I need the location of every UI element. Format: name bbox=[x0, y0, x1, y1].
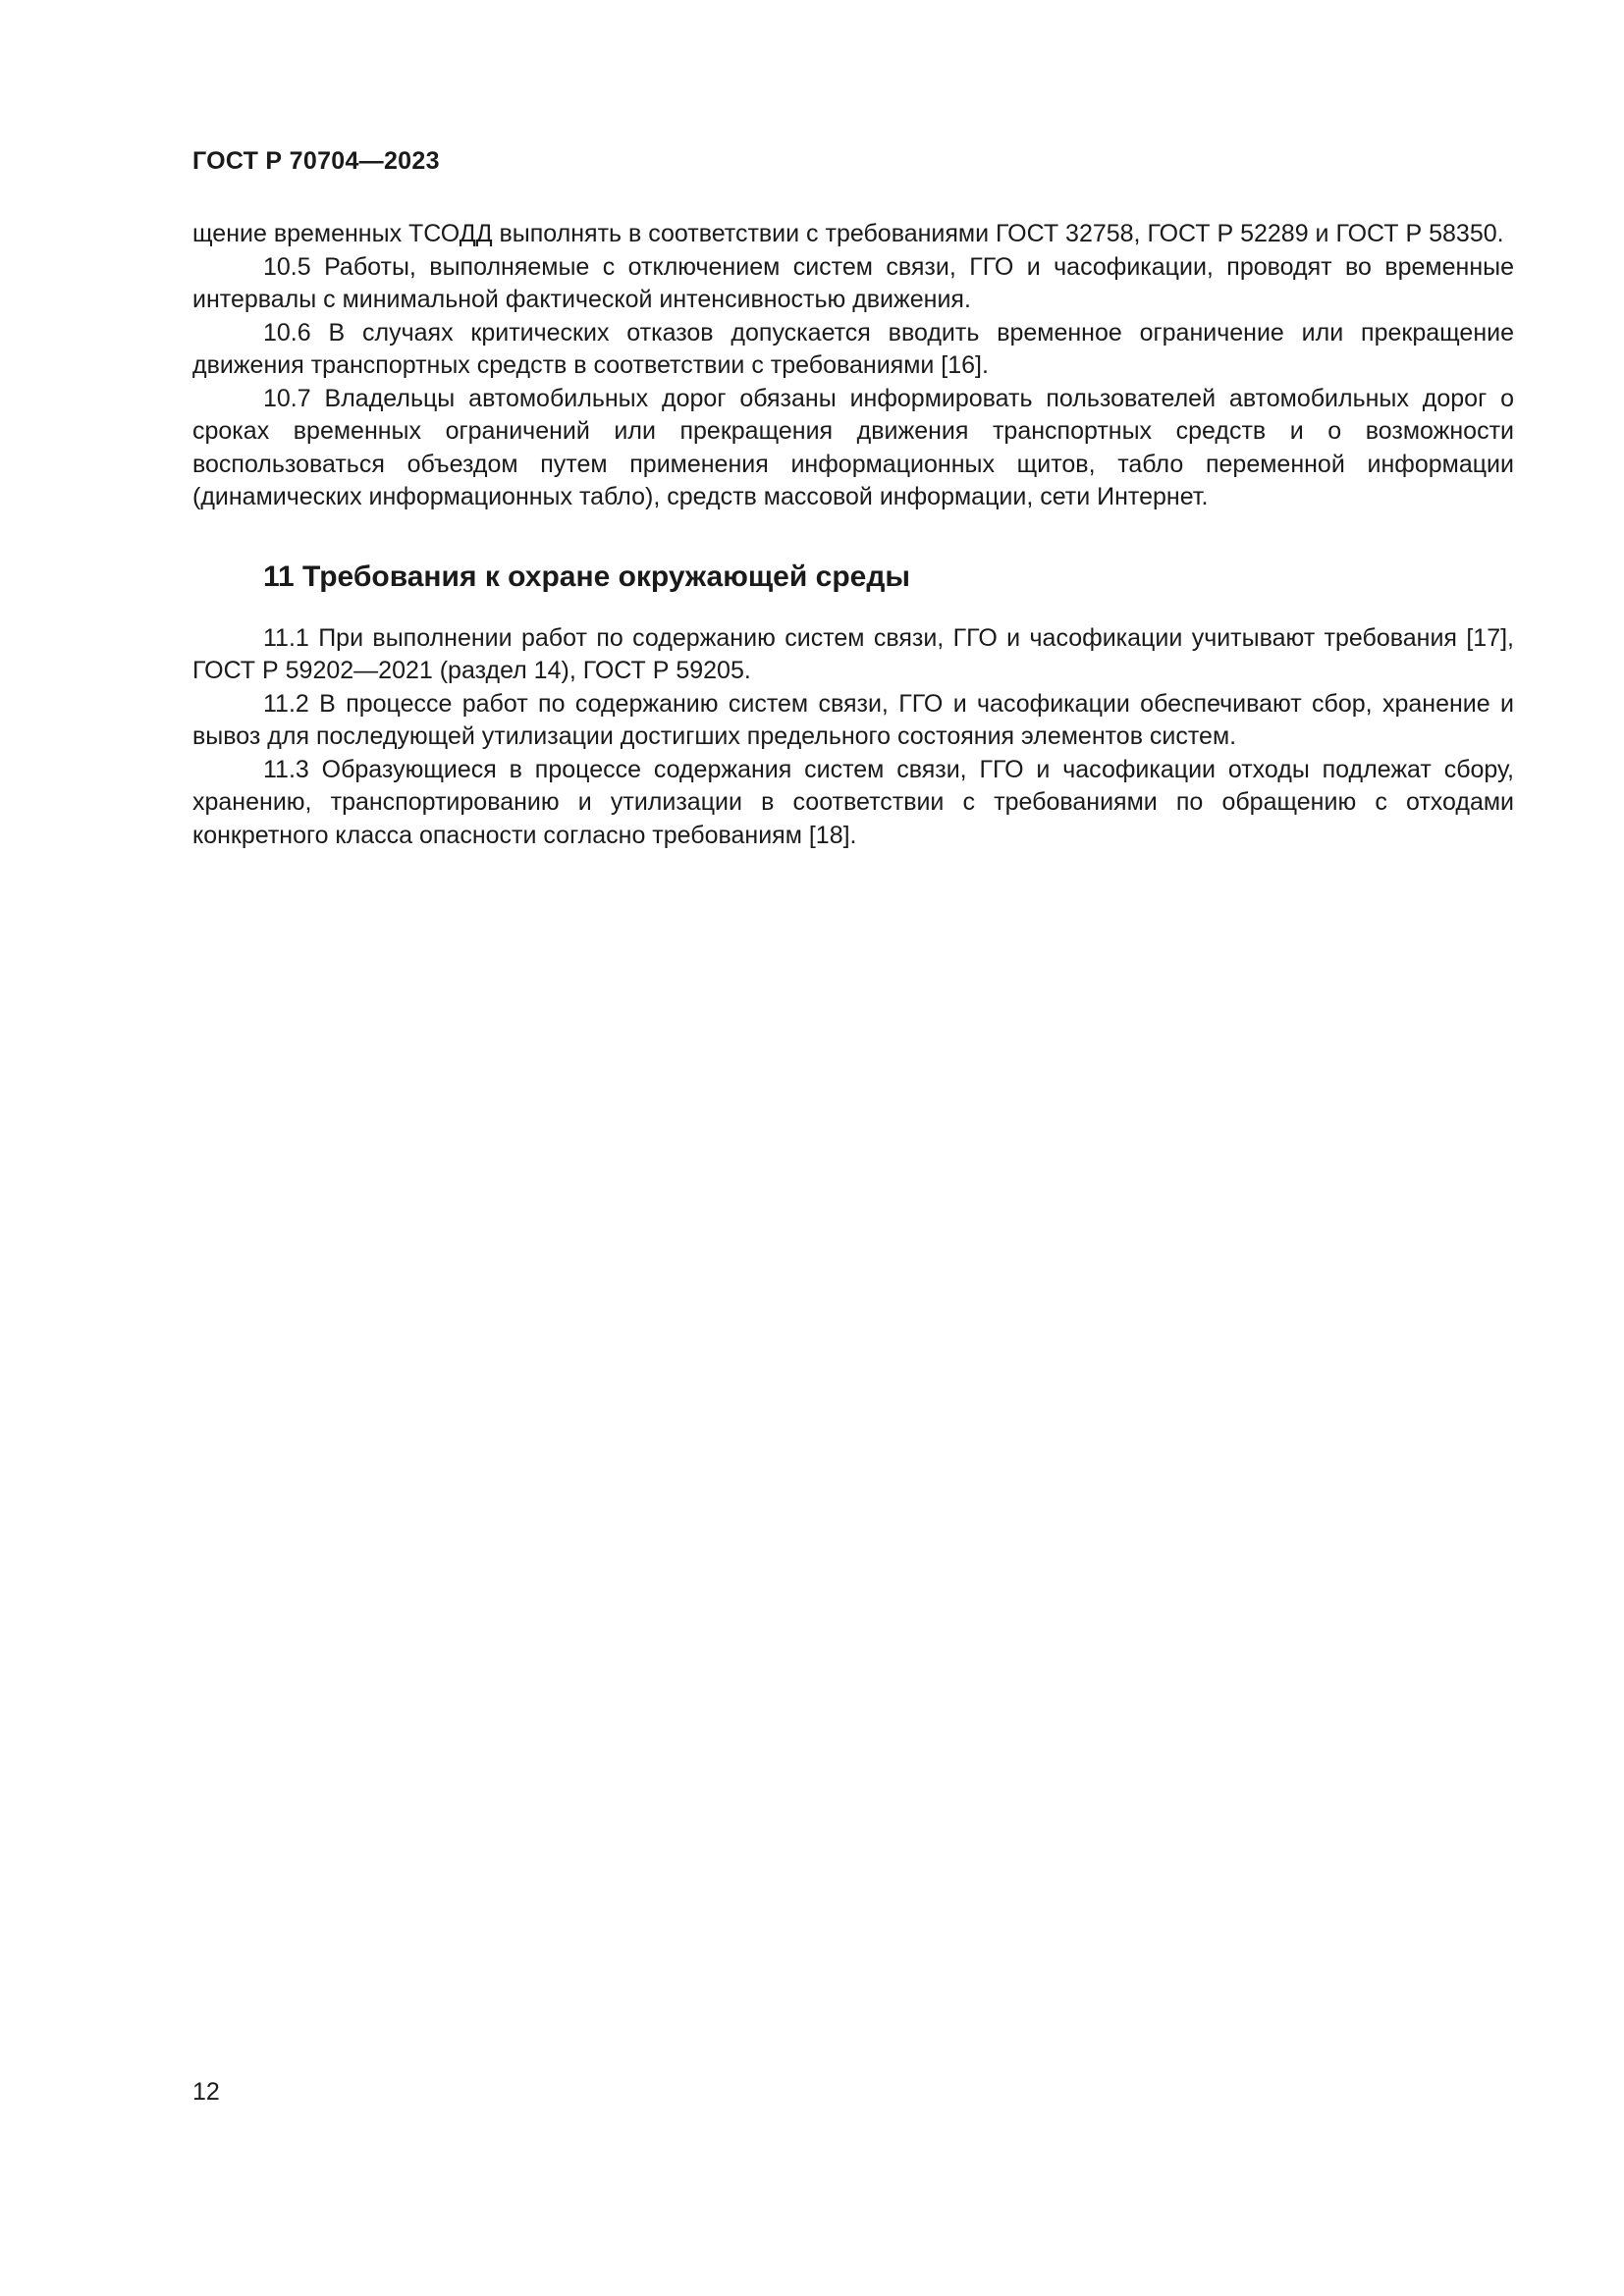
page-number: 12 bbox=[192, 2078, 220, 2106]
section-11-heading: 11 Требования к охране окружающей среды bbox=[263, 560, 910, 593]
document-header: ГОСТ Р 70704—2023 bbox=[192, 147, 440, 175]
paragraph-10-5: 10.5 Работы, выполняемые с отключением систем связи, ГГО и часофикации, проводят во временные интервалы с минимальной фактической интенсивностью движения. bbox=[192, 252, 1514, 313]
paragraph-11-1: 11.1 При выполнении работ по содержанию систем связи, ГГО и часофикации учитывают требования [17], ГОСТ Р 59202—2021 (раздел 14), ГОСТ Р 59205. bbox=[192, 623, 1514, 684]
paragraph-10-6: 10.6 В случаях критических отказов допускается вводить временное ограничение или прекращение движения транспортных средств в соответствии с требованиями [16]. bbox=[192, 318, 1514, 379]
paragraph-continuation: щение временных ТСОДД выполнять в соответствии с требованиями ГОСТ 32758, ГОСТ Р 52289 и ГОСТ Р 58350. bbox=[192, 220, 1504, 247]
paragraph-11-3: 11.3 Образующиеся в процессе содержания систем связи, ГГО и часофикации отходы подлежат сбору, хранению, транспортированию и утилизации в соответствии с требованиями по обращению с отходами конкретного класса опасности согласно требованиям [18]. bbox=[192, 755, 1514, 849]
paragraph-10-7: 10.7 Владельцы автомобильных дорог обязаны информировать пользователей автомобильных дорог о сроках временных ограничений или прекращения движения транспортных средств и о возможности воспользоваться объездом путем применения информационных щитов, табло переменной информации (динамических информационных табло), средств массовой информации, сети Интернет. bbox=[192, 384, 1514, 510]
paragraph-11-2: 11.2 В процессе работ по содержанию систем связи, ГГО и часофикации обеспечивают сбор, хранение и вывоз для последующей утилизации достигших предельного состояния элементов систем. bbox=[192, 689, 1514, 750]
document-body bbox=[192, 218, 1514, 852]
